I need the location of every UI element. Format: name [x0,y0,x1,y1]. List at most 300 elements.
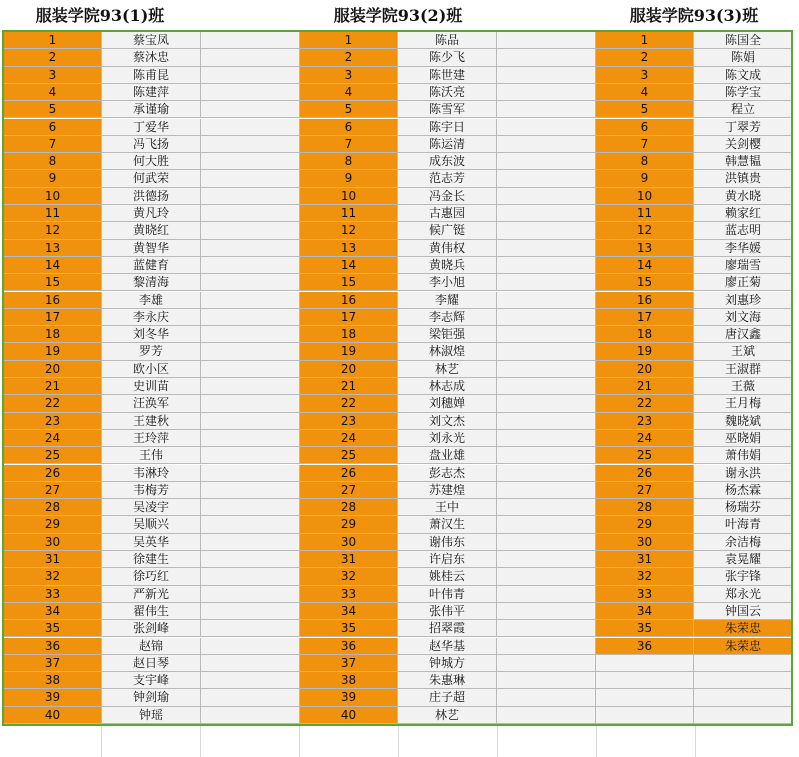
spacer-cell[interactable] [201,222,300,239]
class-2-student-number[interactable]: 35 [300,620,398,637]
class-1-student-number[interactable]: 37 [4,655,102,672]
class-3-student-number[interactable]: 17 [596,309,694,326]
class-3-student-name[interactable] [694,689,793,706]
class-2-student-number[interactable]: 28 [300,499,398,516]
class-3-student-name[interactable]: 陈文成 [694,67,793,84]
spacer-cell[interactable] [201,32,300,49]
class-2-student-number[interactable]: 25 [300,447,398,464]
spacer-cell[interactable] [201,603,300,620]
class-2-student-number[interactable]: 34 [300,603,398,620]
class-3-student-name[interactable] [694,672,793,689]
class-1-student-name[interactable]: 汪涣军 [102,395,201,412]
class-2-student-number[interactable]: 17 [300,309,398,326]
class-3-student-name[interactable]: 谢永洪 [694,465,793,482]
class-2-student-number[interactable]: 9 [300,170,398,187]
class-1-student-name[interactable]: 翟伟生 [102,603,201,620]
class-2-student-name[interactable]: 林艺 [398,707,497,724]
class-2-student-number[interactable]: 10 [300,188,398,205]
class-2-student-name[interactable]: 萧汉生 [398,516,497,533]
spacer-cell[interactable] [497,136,596,153]
class-3-student-number[interactable]: 12 [596,222,694,239]
class-2-student-name[interactable]: 成东波 [398,153,497,170]
class-2-student-name[interactable]: 林淑煌 [398,343,497,360]
class-3-student-number[interactable]: 33 [596,586,694,603]
class-1-student-number[interactable]: 12 [4,222,102,239]
spacer-cell[interactable] [497,395,596,412]
class-2-student-name[interactable]: 刘永光 [398,430,497,447]
class-3-student-number[interactable]: 6 [596,119,694,136]
class-2-student-number[interactable]: 3 [300,67,398,84]
class-1-student-number[interactable]: 32 [4,568,102,585]
spacer-cell[interactable] [497,84,596,101]
class-2-student-number[interactable]: 22 [300,395,398,412]
class-2-student-name[interactable]: 陈世建 [398,67,497,84]
class-2-student-name[interactable]: 林志成 [398,378,497,395]
spacer-cell[interactable] [201,326,300,343]
class-3-student-name[interactable]: 程立 [694,101,793,118]
class-3-student-number[interactable]: 36 [596,638,694,655]
spacer-cell[interactable] [497,603,596,620]
spacer-cell[interactable] [497,534,596,551]
class-2-student-name[interactable]: 李志辉 [398,309,497,326]
class-3-student-name[interactable]: 蓝志明 [694,222,793,239]
class-2-student-name[interactable]: 范志芳 [398,170,497,187]
class-2-student-name[interactable]: 许启东 [398,551,497,568]
spacer-cell[interactable] [201,205,300,222]
class-3-student-name[interactable]: 刘文海 [694,309,793,326]
class-3-student-name[interactable]: 赖家红 [694,205,793,222]
class-1-student-name[interactable]: 钟剑瑜 [102,689,201,706]
class-3-student-name[interactable]: 陈娟 [694,49,793,66]
spacer-cell[interactable] [497,361,596,378]
class-3-student-number[interactable] [596,672,694,689]
class-1-student-number[interactable]: 21 [4,378,102,395]
class-3-student-name[interactable]: 朱荣忠 [694,620,793,637]
class-2-student-number[interactable]: 19 [300,343,398,360]
class-2-student-name[interactable]: 庄子超 [398,689,497,706]
class-2-student-name[interactable]: 古惠园 [398,205,497,222]
spacer-cell[interactable] [201,551,300,568]
class-2-student-name[interactable]: 李耀 [398,292,497,309]
class-2-student-name[interactable]: 招翠霞 [398,620,497,637]
class-3-student-number[interactable]: 22 [596,395,694,412]
class-1-student-name[interactable]: 吴顺兴 [102,516,201,533]
class-3-student-number[interactable]: 26 [596,465,694,482]
class-3-student-name[interactable]: 袁晃耀 [694,551,793,568]
class-2-student-name[interactable]: 陈沃亮 [398,84,497,101]
class-3-student-name[interactable]: 廖正菊 [694,274,793,291]
spacer-cell[interactable] [201,361,300,378]
class-2-student-number[interactable]: 15 [300,274,398,291]
class-2-student-name[interactable]: 谢伟东 [398,534,497,551]
class-2-student-number[interactable]: 33 [300,586,398,603]
spacer-cell[interactable] [201,309,300,326]
spacer-cell[interactable] [201,499,300,516]
spacer-cell[interactable] [201,119,300,136]
spacer-cell[interactable] [201,170,300,187]
class-1-student-number[interactable]: 6 [4,119,102,136]
class-2-student-name[interactable]: 彭志杰 [398,465,497,482]
class-3-student-name[interactable]: 黄水晓 [694,188,793,205]
class-1-student-name[interactable]: 史训苗 [102,378,201,395]
class-1-student-name[interactable]: 何大胜 [102,153,201,170]
class-2-student-name[interactable]: 陈雪军 [398,101,497,118]
class-2-student-name[interactable]: 姚桂云 [398,568,497,585]
class-2-student-number[interactable]: 7 [300,136,398,153]
spacer-cell[interactable] [497,516,596,533]
class-3-student-number[interactable]: 19 [596,343,694,360]
class-1-student-number[interactable]: 27 [4,482,102,499]
class-1-student-name[interactable]: 严新光 [102,586,201,603]
spacer-cell[interactable] [497,240,596,257]
class-2-student-name[interactable]: 王中 [398,499,497,516]
class-1-student-number[interactable]: 3 [4,67,102,84]
class-1-student-number[interactable]: 8 [4,153,102,170]
spacer-cell[interactable] [201,257,300,274]
class-1-student-name[interactable]: 何武荣 [102,170,201,187]
class-3-student-name[interactable]: 洪镇贵 [694,170,793,187]
class-1-student-name[interactable]: 韦淋玲 [102,465,201,482]
class-3-student-number[interactable]: 10 [596,188,694,205]
class-3-student-name[interactable]: 朱荣忠 [694,638,793,655]
spacer-cell[interactable] [201,568,300,585]
class-2-student-number[interactable]: 18 [300,326,398,343]
class-1-student-number[interactable]: 22 [4,395,102,412]
spacer-cell[interactable] [201,67,300,84]
class-1-student-number[interactable]: 10 [4,188,102,205]
class-2-student-number[interactable]: 12 [300,222,398,239]
class-1-student-number[interactable]: 11 [4,205,102,222]
spacer-cell[interactable] [497,119,596,136]
class-3-student-number[interactable]: 28 [596,499,694,516]
class-2-student-number[interactable]: 20 [300,361,398,378]
class-3-student-number[interactable]: 2 [596,49,694,66]
class-1-student-number[interactable]: 15 [4,274,102,291]
spacer-cell[interactable] [201,292,300,309]
class-1-student-name[interactable]: 陈甫昆 [102,67,201,84]
spacer-cell[interactable] [201,672,300,689]
spacer-cell[interactable] [201,49,300,66]
spacer-cell[interactable] [497,32,596,49]
spacer-cell[interactable] [497,292,596,309]
class-1-student-number[interactable]: 4 [4,84,102,101]
class-3-student-name[interactable]: 陈国全 [694,32,793,49]
spacer-cell[interactable] [201,586,300,603]
class-1-student-number[interactable]: 35 [4,620,102,637]
class-2-student-name[interactable]: 刘穗婵 [398,395,497,412]
class-1-student-number[interactable]: 13 [4,240,102,257]
spacer-cell[interactable] [201,188,300,205]
class-2-student-number[interactable]: 36 [300,638,398,655]
class-1-student-name[interactable]: 吴凌宇 [102,499,201,516]
class-1-student-name[interactable]: 王玲萍 [102,430,201,447]
class-3-student-number[interactable]: 21 [596,378,694,395]
class-2-student-number[interactable]: 13 [300,240,398,257]
class-1-student-number[interactable]: 9 [4,170,102,187]
class-3-student-number[interactable]: 27 [596,482,694,499]
class-2-student-number[interactable]: 29 [300,516,398,533]
spacer-cell[interactable] [497,67,596,84]
class-3-student-number[interactable]: 25 [596,447,694,464]
class-3-student-number[interactable]: 1 [596,32,694,49]
class-3-student-number[interactable]: 3 [596,67,694,84]
spacer-cell[interactable] [497,274,596,291]
class-3-student-name[interactable]: 王淑群 [694,361,793,378]
class-1-student-number[interactable]: 25 [4,447,102,464]
class-2-student-number[interactable]: 26 [300,465,398,482]
class-1-student-name[interactable]: 黄凡玲 [102,205,201,222]
spacer-cell[interactable] [497,378,596,395]
class-1-student-name[interactable]: 承谨瑜 [102,101,201,118]
class-2-student-name[interactable]: 陈运清 [398,136,497,153]
class-1-student-number[interactable]: 40 [4,707,102,724]
spacer-cell[interactable] [201,707,300,724]
class-3-student-number[interactable]: 31 [596,551,694,568]
class-1-student-name[interactable]: 丁爱华 [102,119,201,136]
class-2-student-number[interactable]: 32 [300,568,398,585]
class-2-student-name[interactable]: 梁钜强 [398,326,497,343]
class-1-student-number[interactable]: 26 [4,465,102,482]
class-3-student-name[interactable]: 陈学宝 [694,84,793,101]
spacer-cell[interactable] [201,240,300,257]
class-1-student-number[interactable]: 7 [4,136,102,153]
class-1-student-number[interactable]: 23 [4,413,102,430]
class-1-student-name[interactable]: 徐巧红 [102,568,201,585]
spacer-cell[interactable] [497,205,596,222]
spacer-cell[interactable] [201,413,300,430]
class-3-student-name[interactable]: 张宇锋 [694,568,793,585]
class-1-student-name[interactable]: 徐建生 [102,551,201,568]
class-3-student-name[interactable]: 钟国云 [694,603,793,620]
spacer-cell[interactable] [201,136,300,153]
class-3-student-number[interactable]: 8 [596,153,694,170]
class-1-student-name[interactable]: 黎清海 [102,274,201,291]
class-2-student-number[interactable]: 8 [300,153,398,170]
spacer-cell[interactable] [201,101,300,118]
class-3-student-name[interactable] [694,655,793,672]
class-1-student-number[interactable]: 34 [4,603,102,620]
class-2-student-name[interactable]: 林艺 [398,361,497,378]
class-1-student-number[interactable]: 18 [4,326,102,343]
spacer-cell[interactable] [497,309,596,326]
class-3-student-number[interactable]: 16 [596,292,694,309]
spacer-cell[interactable] [497,655,596,672]
spacer-cell[interactable] [497,170,596,187]
spacer-cell[interactable] [201,153,300,170]
class-3-student-number[interactable] [596,707,694,724]
class-3-student-name[interactable]: 萧伟娟 [694,447,793,464]
spacer-cell[interactable] [497,222,596,239]
spacer-cell[interactable] [497,620,596,637]
class-1-student-name[interactable]: 刘冬华 [102,326,201,343]
spacer-cell[interactable] [201,689,300,706]
spacer-cell[interactable] [497,482,596,499]
class-3-student-number[interactable]: 4 [596,84,694,101]
class-2-student-name[interactable]: 候广铤 [398,222,497,239]
class-3-student-number[interactable]: 30 [596,534,694,551]
class-1-student-name[interactable]: 王建秋 [102,413,201,430]
spacer-cell[interactable] [201,274,300,291]
class-1-student-name[interactable]: 黄晓红 [102,222,201,239]
class-2-student-name[interactable]: 陈品 [398,32,497,49]
class-1-student-number[interactable]: 19 [4,343,102,360]
class-3-student-name[interactable]: 廖瑞雪 [694,257,793,274]
spacer-cell[interactable] [201,447,300,464]
class-3-student-number[interactable] [596,655,694,672]
class-3-student-name[interactable]: 余洁梅 [694,534,793,551]
spacer-cell[interactable] [201,343,300,360]
class-1-student-name[interactable]: 李雄 [102,292,201,309]
spacer-cell[interactable] [201,516,300,533]
class-1-student-number[interactable]: 38 [4,672,102,689]
class-3-student-name[interactable]: 郑永光 [694,586,793,603]
class-1-student-name[interactable]: 吴英华 [102,534,201,551]
class-2-student-name[interactable]: 钟城方 [398,655,497,672]
class-3-student-name[interactable] [694,707,793,724]
class-3-student-number[interactable]: 7 [596,136,694,153]
class-3-student-name[interactable]: 丁翠芳 [694,119,793,136]
class-1-student-name[interactable]: 支宇峰 [102,672,201,689]
class-2-student-name[interactable]: 刘文杰 [398,413,497,430]
class-2-student-name[interactable]: 朱惠琳 [398,672,497,689]
class-1-student-number[interactable]: 29 [4,516,102,533]
class-1-student-number[interactable]: 31 [4,551,102,568]
class-1-student-number[interactable]: 5 [4,101,102,118]
class-1-student-number[interactable]: 36 [4,638,102,655]
class-2-student-number[interactable]: 27 [300,482,398,499]
class-2-student-number[interactable]: 6 [300,119,398,136]
spacer-cell[interactable] [497,326,596,343]
class-3-student-number[interactable]: 32 [596,568,694,585]
class-2-student-number[interactable]: 30 [300,534,398,551]
class-3-student-number[interactable]: 14 [596,257,694,274]
spacer-cell[interactable] [201,638,300,655]
class-2-student-name[interactable]: 黄伟权 [398,240,497,257]
class-1-student-number[interactable]: 17 [4,309,102,326]
class-1-student-number[interactable]: 2 [4,49,102,66]
class-2-student-number[interactable]: 23 [300,413,398,430]
class-1-student-number[interactable]: 16 [4,292,102,309]
class-3-student-number[interactable]: 23 [596,413,694,430]
class-1-student-name[interactable]: 陈建萍 [102,84,201,101]
class-1-student-number[interactable]: 20 [4,361,102,378]
class-3-student-number[interactable]: 5 [596,101,694,118]
spacer-cell[interactable] [497,551,596,568]
spacer-cell[interactable] [497,430,596,447]
spacer-cell[interactable] [201,395,300,412]
class-3-student-number[interactable] [596,689,694,706]
class-3-student-name[interactable]: 王月梅 [694,395,793,412]
class-3-student-number[interactable]: 18 [596,326,694,343]
class-2-student-number[interactable]: 2 [300,49,398,66]
class-3-student-name[interactable]: 刘惠珍 [694,292,793,309]
class-1-student-name[interactable]: 钟瑶 [102,707,201,724]
class-2-student-number[interactable]: 24 [300,430,398,447]
class-3-student-name[interactable]: 杨瑞芬 [694,499,793,516]
spacer-cell[interactable] [497,465,596,482]
spacer-cell[interactable] [497,586,596,603]
spacer-cell[interactable] [497,447,596,464]
spacer-cell[interactable] [201,430,300,447]
class-2-student-name[interactable]: 张伟平 [398,603,497,620]
class-2-student-number[interactable]: 39 [300,689,398,706]
class-1-student-name[interactable]: 赵锦 [102,638,201,655]
class-3-student-number[interactable]: 15 [596,274,694,291]
class-1-student-name[interactable]: 王伟 [102,447,201,464]
class-3-student-name[interactable]: 叶海青 [694,516,793,533]
class-2-student-name[interactable]: 李小旭 [398,274,497,291]
class-1-student-name[interactable]: 冯飞扬 [102,136,201,153]
class-1-student-name[interactable]: 洪德扬 [102,188,201,205]
class-1-student-name[interactable]: 赵日琴 [102,655,201,672]
spacer-cell[interactable] [201,534,300,551]
class-3-student-number[interactable]: 13 [596,240,694,257]
class-2-student-name[interactable]: 陈少飞 [398,49,497,66]
class-3-student-name[interactable]: 唐汉鑫 [694,326,793,343]
class-2-student-number[interactable]: 4 [300,84,398,101]
spacer-cell[interactable] [201,620,300,637]
class-1-student-number[interactable]: 1 [4,32,102,49]
spacer-cell[interactable] [201,465,300,482]
class-1-student-name[interactable]: 罗芳 [102,343,201,360]
class-2-student-name[interactable]: 冯金长 [398,188,497,205]
spacer-cell[interactable] [497,101,596,118]
class-1-student-name[interactable]: 李永庆 [102,309,201,326]
spacer-cell[interactable] [201,482,300,499]
class-2-student-name[interactable]: 叶伟青 [398,586,497,603]
spacer-cell[interactable] [497,568,596,585]
class-1-student-number[interactable]: 28 [4,499,102,516]
class-1-student-number[interactable]: 33 [4,586,102,603]
spacer-cell[interactable] [497,707,596,724]
class-1-student-name[interactable]: 张剑峰 [102,620,201,637]
class-2-student-number[interactable]: 38 [300,672,398,689]
class-3-student-name[interactable]: 关剑樱 [694,136,793,153]
class-2-student-number[interactable]: 40 [300,707,398,724]
class-2-student-name[interactable]: 黄晓兵 [398,257,497,274]
class-2-student-number[interactable]: 31 [300,551,398,568]
class-1-student-name[interactable]: 蔡沐忠 [102,49,201,66]
class-2-student-name[interactable]: 赵华基 [398,638,497,655]
class-3-student-number[interactable]: 11 [596,205,694,222]
class-2-student-name[interactable]: 盘业雄 [398,447,497,464]
class-3-student-number[interactable]: 24 [596,430,694,447]
class-3-student-number[interactable]: 20 [596,361,694,378]
class-1-student-name[interactable]: 韦梅芳 [102,482,201,499]
spacer-cell[interactable] [497,153,596,170]
spacer-cell[interactable] [497,689,596,706]
class-3-student-name[interactable]: 杨杰霖 [694,482,793,499]
spacer-cell[interactable] [497,499,596,516]
class-2-student-name[interactable]: 陈宇日 [398,119,497,136]
class-1-student-number[interactable]: 24 [4,430,102,447]
class-2-student-number[interactable]: 11 [300,205,398,222]
spacer-cell[interactable] [497,343,596,360]
class-3-student-number[interactable]: 29 [596,516,694,533]
class-2-student-number[interactable]: 37 [300,655,398,672]
spacer-cell[interactable] [201,84,300,101]
spacer-cell[interactable] [497,638,596,655]
class-3-student-name[interactable]: 王薇 [694,378,793,395]
class-1-student-number[interactable]: 14 [4,257,102,274]
class-3-student-name[interactable]: 韩慧韫 [694,153,793,170]
class-2-student-number[interactable]: 1 [300,32,398,49]
spacer-cell[interactable] [497,49,596,66]
spacer-cell[interactable] [497,672,596,689]
class-1-student-name[interactable]: 蔡宝凤 [102,32,201,49]
class-1-student-number[interactable]: 30 [4,534,102,551]
class-3-student-name[interactable]: 巫晓娟 [694,430,793,447]
